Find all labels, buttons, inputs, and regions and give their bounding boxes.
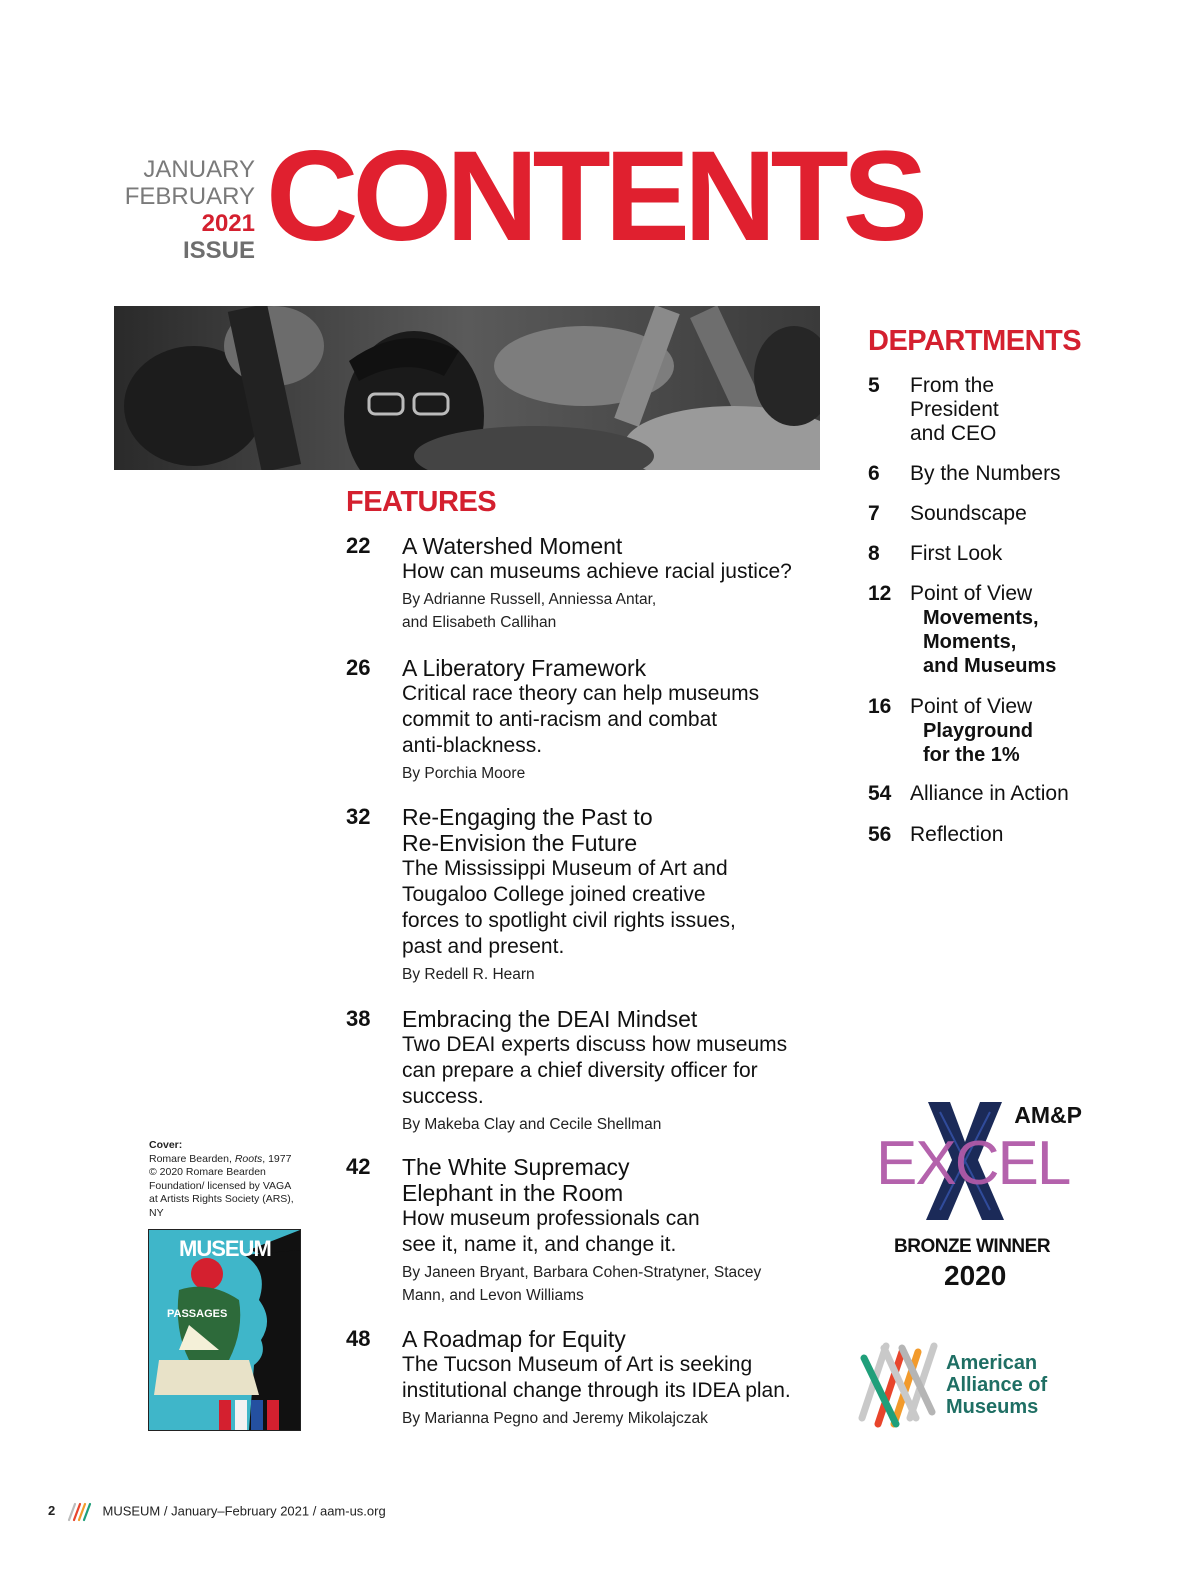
department-title: Point of View (910, 582, 1033, 605)
department-page-number: 16 (868, 695, 892, 718)
department-page-number: 5 (868, 374, 880, 397)
feature-title: A Watershed Moment (402, 533, 623, 559)
hero-photo (114, 306, 820, 470)
department-page-number: 56 (868, 823, 892, 846)
aam-mark-icon (856, 1338, 940, 1430)
feature-byline: By Makeba Clay and Cecile Shellman (402, 1116, 662, 1133)
feature-item[interactable] (346, 533, 826, 634)
feature-byline (402, 588, 826, 634)
issue-label (100, 156, 255, 264)
cover-caption-artist: Romare Bearden, (149, 1152, 232, 1165)
award-level: BRONZE WINNER (894, 1236, 1051, 1257)
department-page-number: 8 (868, 542, 880, 565)
page-footer (48, 1502, 386, 1522)
award-name (876, 1128, 1069, 1199)
feature-title (402, 804, 826, 856)
departments-heading: DEPARTMENTS (868, 325, 1082, 357)
feature-title (402, 1154, 826, 1206)
aam-logo-line: Alliance of (946, 1374, 1048, 1396)
feature-page-number: 48 (346, 1326, 371, 1351)
footer-text: MUSEUM / January–February 2021 / aam-us.org (102, 1503, 386, 1519)
department-title: Soundscape (910, 502, 1027, 525)
cover-thumbnail[interactable] (148, 1229, 301, 1431)
issue-year: 2021 (201, 210, 255, 237)
department-title: By the Numbers (910, 462, 1061, 485)
feature-page-number: 22 (346, 533, 371, 558)
feature-title: A Liberatory Framework (402, 655, 647, 681)
feature-page-number: 26 (346, 655, 371, 680)
feature-dek-line: anti-blackness. (402, 734, 543, 757)
feature-dek (402, 1352, 826, 1404)
feature-dek-line: commit to anti-racism and combat (402, 708, 718, 731)
feature-item[interactable] (346, 1154, 826, 1307)
aam-small-logo-icon (67, 1502, 93, 1522)
feature-title-line: Re-Engaging the Past to (402, 804, 653, 830)
features-heading: FEATURES (346, 486, 497, 518)
feature-dek (402, 681, 826, 759)
feature-dek-line: The Tucson Museum of Art is seeking (402, 1353, 753, 1376)
department-subtitle-line: and Museums (923, 655, 1057, 677)
department-subtitle (923, 606, 1108, 678)
department-title: Point of View (910, 695, 1033, 718)
cover-caption-label: Cover (149, 1139, 179, 1151)
department-title-line: From the (910, 374, 995, 397)
department-title: First Look (910, 542, 1003, 565)
department-title (910, 374, 1108, 446)
feature-byline: By Redell R. Hearn (402, 966, 535, 983)
feature-item[interactable] (346, 1006, 826, 1136)
feature-dek-line: How museum professionals can (402, 1207, 700, 1230)
cover-caption-work: Roots (234, 1152, 263, 1165)
footer-page-number: 2 (48, 1503, 56, 1519)
feature-dek (402, 1206, 826, 1258)
feature-byline: By Porchia Moore (402, 765, 526, 782)
cover-caption: Cover: Romare Bearden, Roots, 1977 © 2020 Romare Bearden Foundation/ licensed by VAGA at Artists Rights Society (ARS), NY (149, 1139, 294, 1219)
feature-dek-line: success. (402, 1085, 484, 1108)
department-page-number: 12 (868, 582, 892, 605)
feature-title-line: The White Supremacy (402, 1154, 630, 1180)
feature-byline: By Marianna Pegno and Jeremy Mikolajczak (402, 1410, 708, 1427)
aam-logo-line: Museums (946, 1396, 1039, 1418)
feature-item[interactable] (346, 1326, 826, 1430)
department-item[interactable] (868, 823, 1108, 847)
feature-title: A Roadmap for Equity (402, 1326, 626, 1352)
department-page-number: 54 (868, 782, 892, 805)
cover-caption-credit: , 1977 © 2020 Romare Bearden Foundation/ licensed by VAGA at Artists Rights Society (ARS), NY (149, 1152, 294, 1219)
department-title-line: President (910, 398, 999, 421)
feature-page-number: 38 (346, 1006, 371, 1031)
department-item[interactable] (868, 374, 1108, 446)
feature-dek-line: Tougaloo College joined creative (402, 883, 706, 906)
feature-item[interactable] (346, 804, 826, 986)
feature-dek-line: The Mississippi Museum of Art and (402, 857, 728, 880)
department-title-line: and CEO (910, 422, 997, 445)
department-item[interactable] (868, 782, 1108, 806)
feature-page-number: 32 (346, 804, 371, 829)
department-subtitle-line: for the 1% (923, 744, 1020, 766)
feature-dek: How can museums achieve racial justice? (402, 560, 792, 583)
award-badge (872, 1098, 1108, 1298)
cover-thumbnail-subtitle: PASSAGES (167, 1308, 228, 1320)
feature-byline-line: By Adrianne Russell, Anniessa Antar, (402, 591, 657, 608)
department-subtitle-line: Movements, (923, 607, 1039, 629)
feature-title-line: Re-Envision the Future (402, 830, 638, 856)
protest-photo-image (114, 306, 820, 470)
feature-dek (402, 856, 826, 960)
department-subtitle-line: Playground (923, 720, 1034, 742)
feature-dek-line: can prepare a chief diversity officer for (402, 1059, 758, 1082)
feature-byline-line: By Janeen Bryant, Barbara Cohen-Stratyner, Stacey (402, 1264, 762, 1281)
feature-title-line: Elephant in the Room (402, 1180, 624, 1206)
feature-dek-line: Two DEAI experts discuss how museums (402, 1033, 788, 1056)
feature-dek (402, 1032, 826, 1110)
issue-month-1: JANUARY (143, 156, 255, 183)
feature-title: Embracing the DEAI Mindset (402, 1006, 698, 1032)
award-org: AM&P (1014, 1102, 1082, 1128)
aam-logo (856, 1336, 1096, 1432)
aam-logo-line: American (946, 1352, 1038, 1374)
department-subtitle (923, 719, 1108, 767)
feature-dek-line: see it, name it, and change it. (402, 1233, 677, 1256)
feature-dek-line: past and present. (402, 935, 565, 958)
department-item[interactable] (868, 695, 1108, 767)
feature-byline (402, 1261, 826, 1307)
feature-item[interactable] (346, 655, 826, 785)
department-item[interactable] (868, 502, 1108, 526)
award-year: 2020 (944, 1260, 1007, 1291)
feature-page-number: 42 (346, 1154, 371, 1179)
department-page-number: 6 (868, 462, 880, 485)
feature-dek-line: forces to spotlight civil rights issues, (402, 909, 736, 932)
feature-dek-line: institutional change through its IDEA plan. (402, 1379, 791, 1402)
feature-byline-line: Mann, and Levon Williams (402, 1287, 584, 1304)
department-item[interactable] (868, 542, 1108, 566)
issue-month-2: FEBRUARY (124, 183, 255, 210)
aam-logo-text (946, 1352, 1047, 1418)
department-subtitle-line: Moments, (923, 631, 1017, 653)
feature-dek-line: Critical race theory can help museums (402, 682, 760, 705)
cover-thumbnail-title: MUSEUM (179, 1236, 271, 1261)
feature-byline-line: and Elisabeth Callihan (402, 614, 557, 631)
department-page-number: 7 (868, 502, 880, 525)
award-name-text: EXCEL (876, 1129, 1070, 1198)
department-item[interactable] (868, 582, 1108, 678)
page-title: CONTENTS (266, 125, 922, 268)
department-title: Alliance in Action (910, 782, 1069, 805)
department-item[interactable] (868, 462, 1108, 486)
department-title: Reflection (910, 823, 1004, 846)
issue-word: ISSUE (182, 237, 255, 264)
